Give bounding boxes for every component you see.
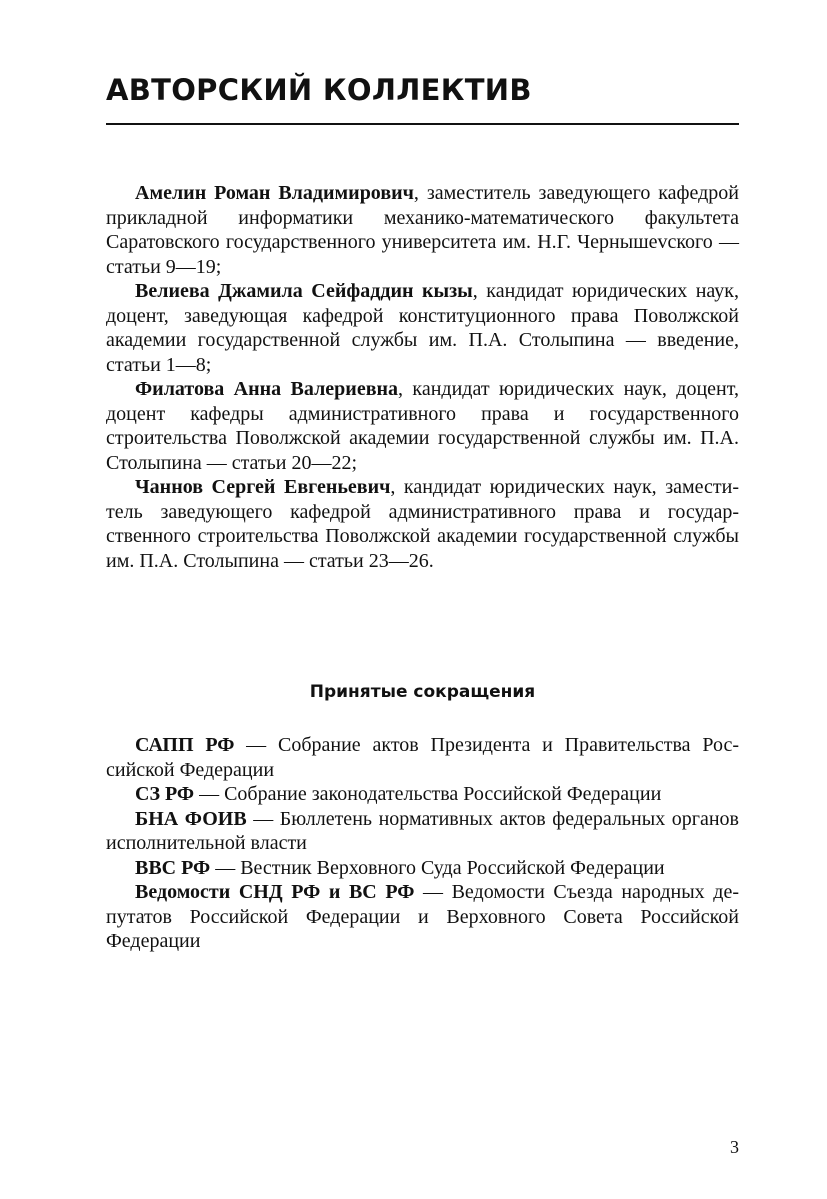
author-list (106, 181, 739, 573)
abbreviation-entry (106, 856, 739, 881)
abbreviation-list (106, 733, 739, 954)
author-name: Филатова Анна Валериевна (135, 378, 399, 400)
title-underline (106, 123, 739, 125)
author-description: , заместитель заведующего кафедрой прикладной информатики механико-математического факультета Саратовского государственного университета им. Н.Г. Чернышеvского — статьи 9—19; (106, 182, 739, 278)
author-description: , кандидат юридических наук, доцент, заведующая кафедрой конституционного права Поволжской академии государственной службы им. П.А. Столыпина — введение, статьи 1—8; (106, 280, 740, 376)
author-entry (106, 181, 739, 279)
author-name: Чаннов Сергей Евгеньевич (135, 476, 391, 498)
abbreviation-definition: — Вестник Верховного Суда Российской Федерации (210, 856, 665, 879)
author-description: , кандидат юридических наук, доцент, доцент кафедры административного права и государственного строительства Поволжской академии государственной службы им. П.А. Столыпина — статьи 20—22; (106, 378, 739, 474)
author-entry (106, 279, 739, 377)
abbreviation-definition: — Собрание законодательства Российской Федерации (194, 783, 662, 805)
author-name: Велиева Джамила Сейфаддин кызы (135, 280, 473, 302)
abbreviation-definition: — Ведомости Съезда народных депутатов Российской Федерации и Верховного Совета Российской Федерации (106, 881, 739, 952)
abbreviation-entry (106, 782, 739, 807)
book-page (106, 0, 739, 1199)
page-number: 3 (730, 1137, 739, 1157)
abbreviation-term: СЗ РФ (135, 783, 195, 805)
abbreviation-term: Ведомости СНД РФ и ВС РФ (135, 881, 415, 903)
author-entry (106, 377, 739, 475)
author-entry (106, 475, 739, 573)
abbreviation-term: БНА ФОИВ (135, 807, 247, 830)
page-title: АВТОРСКИЙ КОЛЛЕКТИВ (106, 73, 532, 107)
abbreviation-definition: — Собрание актов Президента и Правительства Российской Федерации (106, 734, 739, 781)
author-name: Амелин Роман Владимирович (135, 182, 414, 204)
abbreviations-title: Принятые сокращения (309, 682, 536, 702)
abbreviation-term: ВВС РФ (135, 856, 211, 879)
abbreviation-definition: — Бюллетень нормативных актов федеральных органов исполнительной власти (106, 807, 739, 854)
abbreviation-entry (106, 807, 739, 856)
abbreviation-entry (106, 880, 739, 954)
author-description: , кандидат юридических наук, заместитель заведующего кафедрой административного права и государственного строительства Поволжской академии государственной службы им. П.А. Столыпина — статьи 23—26. (106, 476, 739, 572)
abbreviation-entry (106, 733, 739, 782)
abbreviation-term: САПП РФ (135, 734, 235, 756)
